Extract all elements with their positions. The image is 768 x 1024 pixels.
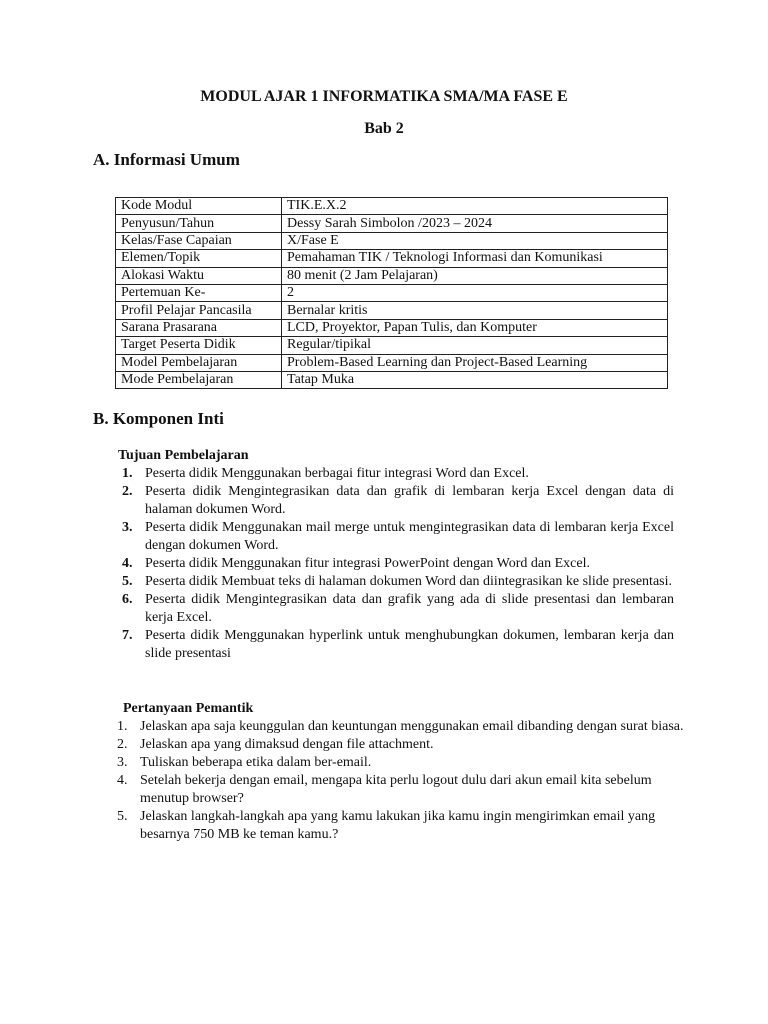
list-item-number: 6. bbox=[122, 592, 133, 607]
list-item bbox=[118, 519, 674, 555]
list-item-number: 2. bbox=[117, 737, 128, 752]
list-item bbox=[118, 555, 674, 573]
table-row bbox=[116, 215, 668, 232]
table-cell-key: Kelas/Fase Capaian bbox=[116, 232, 282, 249]
list-item bbox=[118, 591, 674, 627]
table-cell-key: Pertemuan Ke- bbox=[116, 284, 282, 301]
list-item bbox=[114, 772, 684, 808]
table-row bbox=[116, 232, 668, 249]
table-cell-key: Mode Pembelajaran bbox=[116, 371, 282, 388]
list-item-number: 4. bbox=[122, 556, 133, 571]
table-cell-value: Tatap Muka bbox=[282, 371, 668, 388]
table-cell-key: Profil Pelajar Pancasila bbox=[116, 302, 282, 319]
table-row bbox=[116, 267, 668, 284]
table-row bbox=[116, 198, 668, 215]
table-cell-value: Regular/tipikal bbox=[282, 337, 668, 354]
table-row bbox=[116, 319, 668, 336]
list-item-number: 1. bbox=[122, 466, 133, 481]
pertanyaan-heading: Pertanyaan Pemantik bbox=[123, 701, 254, 716]
table-cell-key: Penyusun/Tahun bbox=[116, 215, 282, 232]
table-row bbox=[116, 337, 668, 354]
table-cell-key: Elemen/Topik bbox=[116, 250, 282, 267]
list-item bbox=[114, 718, 684, 736]
list-item-text: Jelaskan langkah-langkah apa yang kamu lakukan jika kamu ingin mengirimkan email yang besarnya 750 MB ke teman kamu.? bbox=[140, 809, 656, 842]
list-item-text: Peserta didik Menggunakan mail merge untuk mengintegrasikan data di lembaran kerja Excel dengan dokumen Word. bbox=[145, 520, 674, 553]
list-item-number: 2. bbox=[122, 484, 133, 499]
table-cell-value: Pemahaman TIK / Teknologi Informasi dan Komunikasi bbox=[282, 250, 668, 267]
list-item-number: 5. bbox=[122, 574, 133, 589]
table-cell-key: Kode Modul bbox=[116, 198, 282, 215]
list-item-text: Jelaskan apa saja keunggulan dan keuntungan menggunakan email dibanding dengan surat biasa. bbox=[140, 719, 684, 734]
list-item-text: Peserta didik Membuat teks di halaman dokumen Word dan diintegrasikan ke slide presentasi. bbox=[145, 574, 672, 589]
list-item-number: 3. bbox=[122, 520, 133, 535]
list-item-number: 5. bbox=[117, 809, 128, 824]
list-item-number: 4. bbox=[117, 773, 128, 788]
tujuan-list bbox=[118, 465, 674, 663]
list-item-number: 1. bbox=[117, 719, 128, 734]
list-item bbox=[114, 754, 684, 772]
table-row bbox=[116, 371, 668, 388]
list-item-text: Setelah bekerja dengan email, mengapa kita perlu logout dulu dari akun email kita sebelum menutup browser? bbox=[140, 773, 652, 806]
list-item-text: Peserta didik Menggunakan fitur integrasi PowerPoint dengan Word dan Excel. bbox=[145, 556, 590, 571]
list-item bbox=[114, 736, 684, 754]
section-b-heading: B. Komponen Inti bbox=[93, 409, 224, 428]
table-row bbox=[116, 250, 668, 267]
list-item-text: Peserta didik Mengintegrasikan data dan grafik di lembaran kerja Excel dengan data di halaman dokumen Word. bbox=[145, 484, 674, 517]
table-row bbox=[116, 354, 668, 371]
table-cell-value: Problem-Based Learning dan Project-Based Learning bbox=[282, 354, 668, 371]
table-cell-value: Bernalar kritis bbox=[282, 302, 668, 319]
list-item bbox=[118, 483, 674, 519]
tujuan-heading: Tujuan Pembelajaran bbox=[118, 448, 249, 463]
table-cell-key: Alokasi Waktu bbox=[116, 267, 282, 284]
list-item bbox=[114, 808, 684, 844]
section-a-heading: A. Informasi Umum bbox=[93, 150, 240, 169]
list-item bbox=[118, 465, 674, 483]
table-cell-key: Sarana Prasarana bbox=[116, 319, 282, 336]
list-item-text: Peserta didik Menggunakan hyperlink untuk menghubungkan dokumen, lembaran kerja dan slide presentasi bbox=[145, 628, 674, 661]
table-row bbox=[116, 284, 668, 301]
list-item-number: 3. bbox=[117, 755, 128, 770]
list-item bbox=[118, 627, 674, 663]
document-title: MODUL AJAR 1 INFORMATIKA SMA/MA FASE E bbox=[200, 88, 568, 105]
document-subtitle: Bab 2 bbox=[364, 120, 404, 137]
table-cell-value: 80 menit (2 Jam Pelajaran) bbox=[282, 267, 668, 284]
list-item-text: Peserta didik Menggunakan berbagai fitur integrasi Word dan Excel. bbox=[145, 466, 529, 481]
list-item-text: Peserta didik Mengintegrasikan data dan grafik yang ada di slide presentasi dan lembaran kerja Excel. bbox=[145, 592, 674, 625]
info-table bbox=[115, 197, 668, 389]
list-item-text: Tuliskan beberapa etika dalam ber-email. bbox=[140, 755, 372, 770]
table-cell-value: Dessy Sarah Simbolon /2023 – 2024 bbox=[282, 215, 668, 232]
table-cell-key: Model Pembelajaran bbox=[116, 354, 282, 371]
table-cell-value: X/Fase E bbox=[282, 232, 668, 249]
list-item-text: Jelaskan apa yang dimaksud dengan file attachment. bbox=[140, 737, 434, 752]
list-item-number: 7. bbox=[122, 628, 133, 643]
table-cell-value: LCD, Proyektor, Papan Tulis, dan Komputer bbox=[282, 319, 668, 336]
table-cell-value: TIK.E.X.2 bbox=[282, 198, 668, 215]
table-cell-key: Target Peserta Didik bbox=[116, 337, 282, 354]
table-row bbox=[116, 302, 668, 319]
pertanyaan-list bbox=[114, 718, 684, 844]
table-cell-value: 2 bbox=[282, 284, 668, 301]
list-item bbox=[118, 573, 674, 591]
